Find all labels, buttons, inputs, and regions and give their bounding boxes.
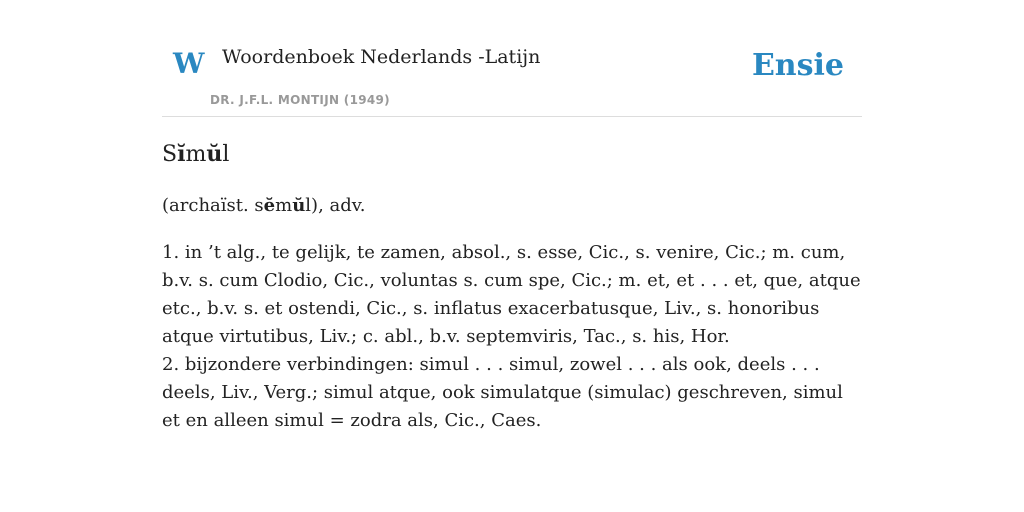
dictionary-entry: [162, 140, 866, 435]
headword-vowel-short: ĭ: [177, 141, 186, 167]
grammar-part: m: [275, 194, 293, 216]
headword-part: S: [162, 142, 178, 167]
grammar-vowel-short: ŭ: [292, 194, 306, 216]
ensie-brand-link[interactable]: Ensie: [751, 48, 844, 83]
grammar-vowel-short: ĕ: [263, 194, 276, 216]
dictionary-logo[interactable]: W: [173, 47, 205, 80]
headword-vowel-short: ŭ: [206, 141, 223, 167]
entry-grammar-note: [162, 192, 866, 220]
dictionary-header: [162, 0, 862, 117]
dictionary-author: DR. J.F.L. MONTIJN (1949): [210, 93, 390, 107]
headword-part: m: [185, 142, 207, 167]
dictionary-title[interactable]: Woordenboek Nederlands -Latijn: [222, 46, 541, 68]
entry-headword: [162, 140, 866, 170]
entry-sense-2: 2. bijzondere verbindingen: simul . . . simul, zowel . . . als ook, deels . . . deels, Liv., Verg.; simul atque, ook simulatque (simulac) geschreven, simul et en alleen simul = zodra als, Cic., Caes.: [162, 353, 843, 431]
headword-part: l: [222, 142, 230, 167]
entry-sense-1: 1. in ’t alg., te gelijk, te zamen, absol., s. esse, Cic., s. venire, Cic.; m. cum, b.v. s. cum Clodio, Cic., voluntas s. cum spe, Cic.; m. et, et . . . et, que, atque etc., b.v. s. et ostendi, Cic., s. inflatus exacerbatusque, Liv., s. honoribus atque virtutibus, Liv.; c. abl., b.v. septemviris, Tac., s. his, Hor.: [162, 241, 861, 347]
grammar-part: (archaïst. s: [162, 194, 264, 216]
grammar-part: l), adv.: [305, 194, 366, 216]
